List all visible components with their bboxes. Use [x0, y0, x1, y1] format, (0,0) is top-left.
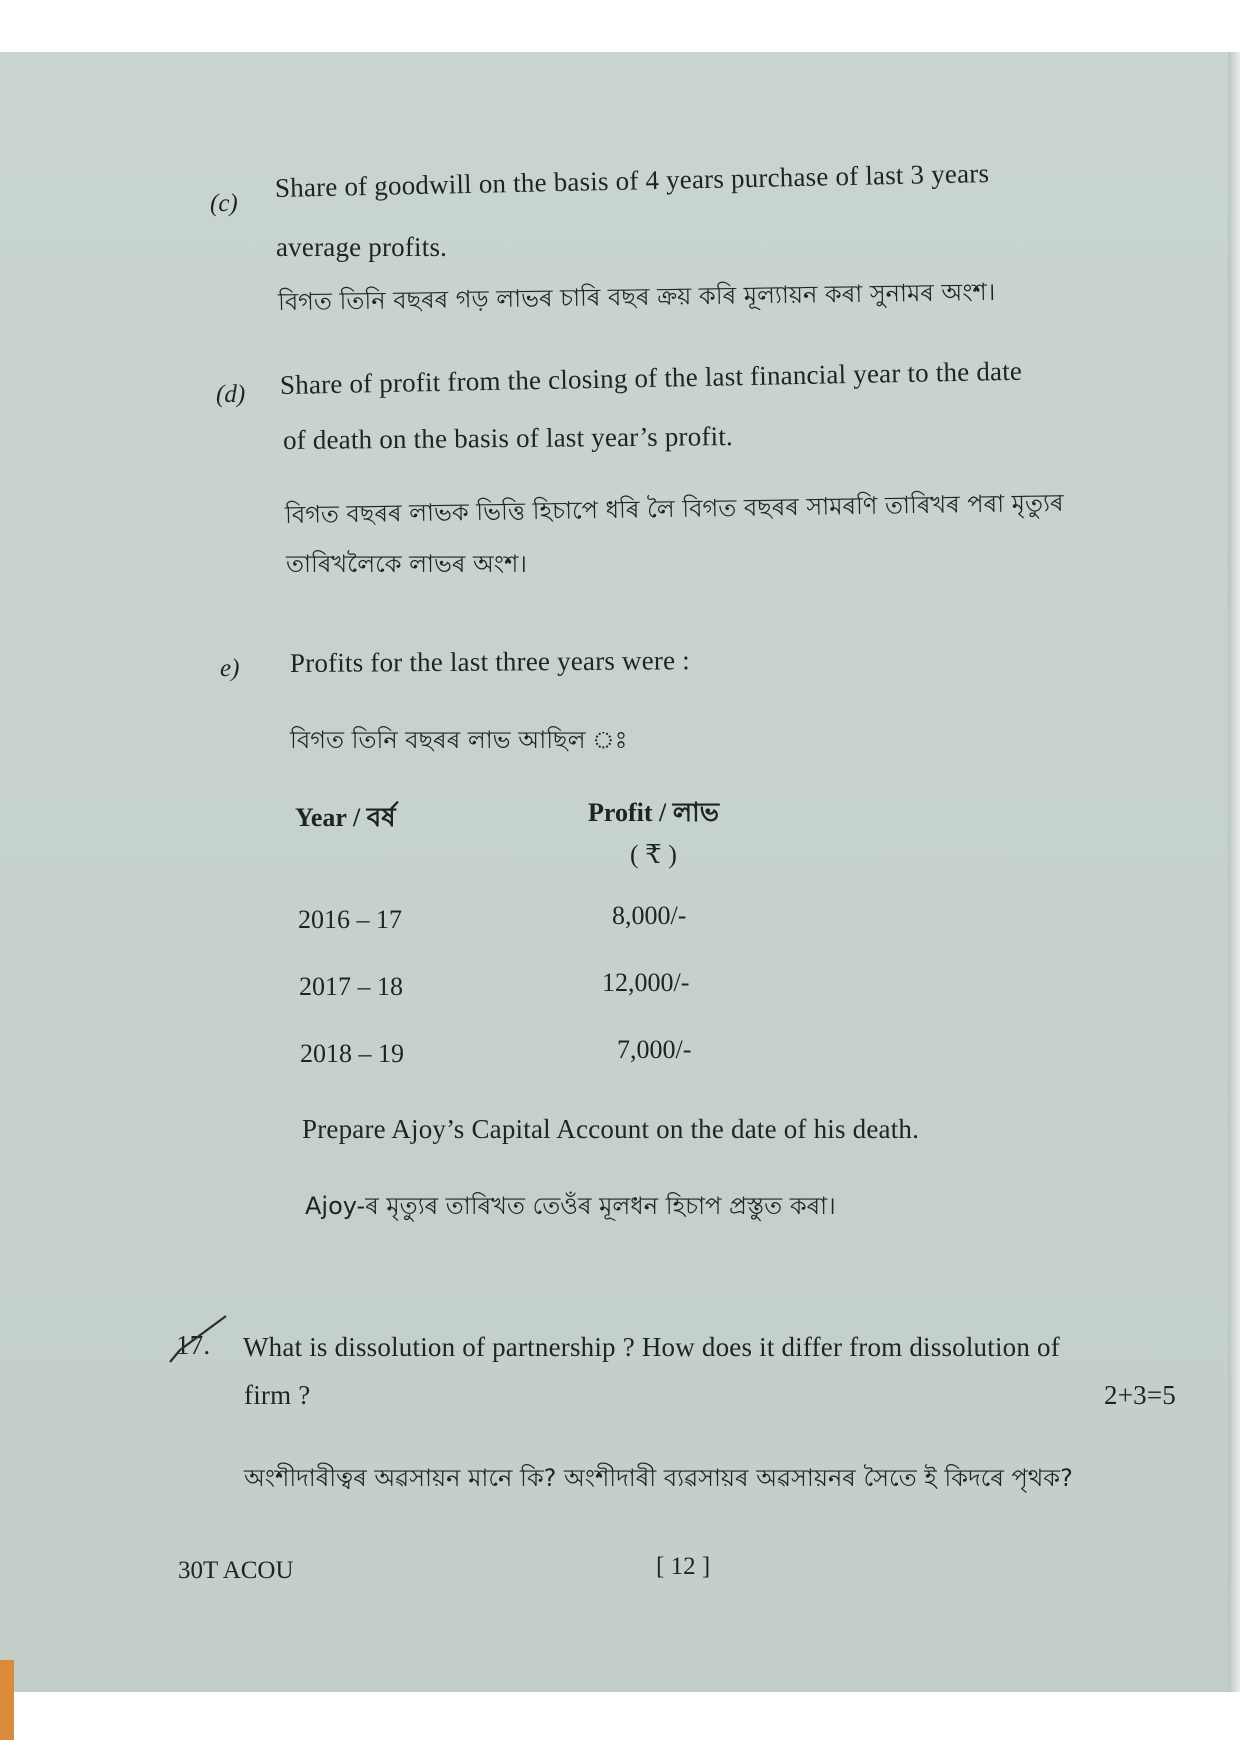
table-row-1-year: 2016 – 17 [298, 905, 402, 934]
table-header-year: Year / বৰ্ষ [295, 803, 396, 832]
table-row-2-year: 2017 – 18 [299, 972, 403, 1001]
question-17-text-en-2: firm ? [244, 1380, 311, 1410]
question-17-text-as: অংশীদাৰীত্বৰ অৱসায়ন মানে কি? অংশীদাৰী ব্যৱসায়ৰ অৱসায়নৰ সৈতে ই কিদৰে পৃথক? [244, 1464, 1073, 1492]
part-c-text-en-2: average profits. [276, 232, 448, 262]
question-17-text-en-1: What is dissolution of partnership ? How does it differ from dissolution of [243, 1332, 1060, 1362]
table-currency: ( ₹ ) [630, 840, 677, 869]
instruction-text-en: Prepare Ajoy’s Capital Account on the date of his death. [302, 1114, 920, 1144]
instruction-text-as: Ajoy-ৰ মৃত্যুৰ তাৰিখত তেওঁৰ মূলধন হিচাপ প্ৰস্তুত কৰা। [305, 1192, 836, 1220]
table-row-2-profit: 12,000/- [602, 968, 690, 997]
table-header-profit: Profit / লাভ [588, 798, 720, 827]
part-d-text-en-2: of death on the basis of last year’s profit. [282, 421, 734, 455]
part-d-text-en-1: Share of profit from the closing of the last financial year to the date [279, 355, 1023, 400]
part-c-text-as: বিগত তিনি বছৰৰ গড় লাভৰ চাৰি বছৰ ক্রয় কৰি মূল্যায়ন কৰা সুনামৰ অংশ। [277, 277, 996, 316]
footer-course-code: 30T ACOU [178, 1557, 294, 1584]
question-17-number: 17. [176, 1330, 211, 1360]
footer-page-number: [ 12 ] [656, 1553, 711, 1580]
table-row-3-year: 2018 – 19 [300, 1039, 404, 1068]
checkmark-icon [166, 1310, 236, 1370]
part-c-text-en-1: Share of goodwill on the basis of 4 years purchase of last 3 years [274, 158, 990, 203]
part-d-text-as-1: বিগত বছৰৰ লাভক ভিত্তি হিচাপে ধৰি লৈ বিগত বছৰৰ সামৰণি তাৰিখৰ পৰা মৃত্যুৰ [284, 488, 1064, 529]
part-e-text-en: Profits for the last three years were : [289, 645, 691, 678]
part-d-label: (d) [216, 381, 246, 408]
table-row-1-profit: 8,000/- [612, 901, 687, 930]
part-e-text-as: বিগত তিনি বছৰৰ লাভ আছিল ঃ [290, 726, 628, 754]
table-row-3-profit: 7,000/- [617, 1035, 692, 1064]
part-c-label: (c) [210, 190, 238, 217]
part-d-text-as-2: তাৰিখলৈকে লাভৰ অংশ। [286, 550, 527, 578]
paper-edge [1228, 52, 1240, 1692]
background-strip [0, 1660, 14, 1740]
part-e-label: e) [220, 655, 240, 682]
question-17-marks: 2+3=5 [1104, 1380, 1176, 1410]
